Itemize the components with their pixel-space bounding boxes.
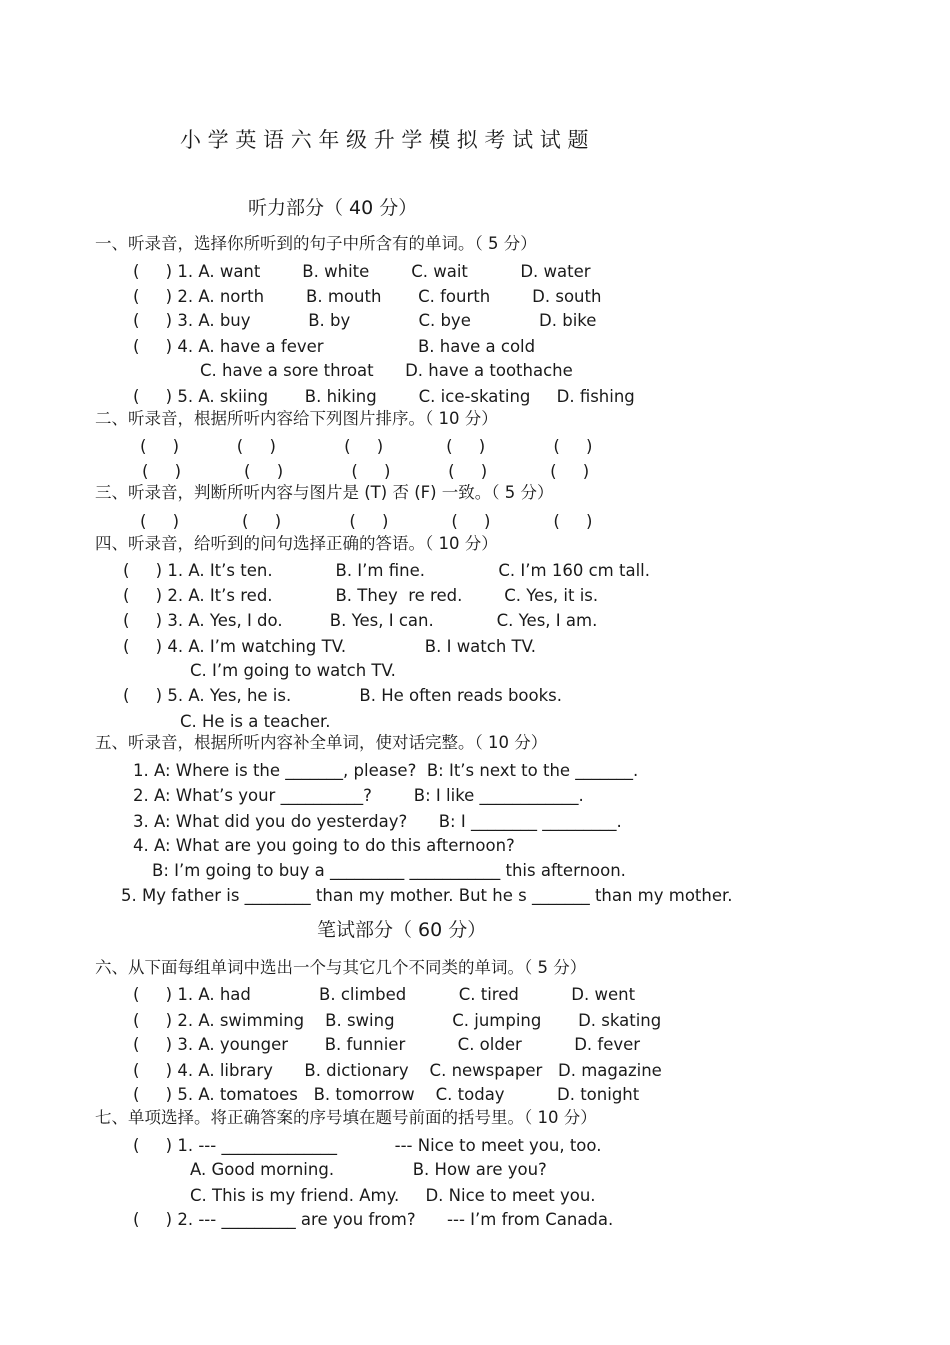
s7-question-1: ( ) 1. --- ______________ --- Nice to meet you, too. xyxy=(133,1136,602,1155)
s6-question-3: ( ) 3. A. younger B. funnier C. older D. fever xyxy=(133,1035,641,1054)
section5-heading: 五、听录音，根据所听内容补全单词，使对话完整。（ 10 分） xyxy=(95,733,548,752)
s7-question-1-options-ab: A. Good morning. B. How are you? xyxy=(190,1160,547,1179)
s1-question-1: ( ) 1. A. want B. white C. wait D. water xyxy=(133,262,591,281)
s5-question-2: 2. A: What’s your __________? B: I like ____________. xyxy=(133,786,584,805)
s4-question-5: ( ) 5. A. Yes, he is. B. He often reads books. xyxy=(123,686,563,705)
s6-question-4: ( ) 4. A. library B. dictionary C. newspaper D. magazine xyxy=(133,1061,662,1080)
s4-question-1: ( ) 1. A. It’s ten. B. I’m fine. C. I’m 160 cm tall. xyxy=(123,561,650,580)
s5-question-1: 1. A: Where is the _______, please? B: It’s next to the _______. xyxy=(133,761,639,780)
exam-title: 小 学 英 语 六 年 级 升 学 模 拟 考 试 试 题 xyxy=(180,128,589,152)
s6-question-2: ( ) 2. A. swimming B. swing C. jumping D. skating xyxy=(133,1011,662,1030)
s4-question-4: ( ) 4. A. I’m watching TV. B. I watch TV. xyxy=(123,637,537,656)
s1-question-4-options: C. have a sore throat D. have a toothache xyxy=(200,361,573,380)
s6-question-1: ( ) 1. A. had B. climbed C. tired D. went xyxy=(133,985,636,1004)
s1-question-5: ( ) 5. A. skiing B. hiking C. ice-skating D. fishing xyxy=(133,387,635,406)
s7-question-1-options-cd: C. This is my friend. Amy. D. Nice to meet you. xyxy=(190,1186,596,1205)
s1-question-3: ( ) 3. A. buy B. by C. bye D. bike xyxy=(133,311,597,330)
s4-question-4-options: C. I’m going to watch TV. xyxy=(190,661,396,680)
s6-question-5: ( ) 5. A. tomatoes B. tomorrow C. today D. tonight xyxy=(133,1085,640,1104)
s1-question-2: ( ) 2. A. north B. mouth C. fourth D. south xyxy=(133,287,602,306)
s3-answer-row: ( ) ( ) ( ) ( ) ( ) xyxy=(140,512,593,531)
s4-question-2: ( ) 2. A. It’s red. B. They re red. C. Yes, it is. xyxy=(123,586,599,605)
section2-heading: 二、听录音，根据所听内容给下列图片排序。（ 10 分） xyxy=(95,409,498,428)
s1-question-4: ( ) 4. A. have a fever B. have a cold xyxy=(133,337,536,356)
s4-question-3: ( ) 3. A. Yes, I do. B. Yes, I can. C. Yes, I am. xyxy=(123,611,598,630)
listening-section-header: 听力部分（ 40 分） xyxy=(248,197,418,219)
s2-answer-row-1: ( ) ( ) ( ) ( ) ( ) xyxy=(140,437,593,456)
section6-heading: 六、从下面每组单词中选出一个与其它几个不同类的单词。（ 5 分） xyxy=(95,958,587,977)
section7-heading: 七、单项选择。将正确答案的序号填在题号前面的括号里。（ 10 分） xyxy=(95,1108,597,1127)
s7-question-2: ( ) 2. --- _________ are you from? --- I’m from Canada. xyxy=(133,1210,614,1229)
s2-answer-row-2: ( ) ( ) ( ) ( ) ( ) xyxy=(142,462,590,481)
section1-heading: 一、听录音，选择你所听到的句子中所含有的单词。（ 5 分） xyxy=(95,234,537,253)
s5-question-4-answer: B: I’m going to buy a _________ ___________ this afternoon. xyxy=(152,861,626,880)
s4-question-5-options: C. He is a teacher. xyxy=(180,712,331,731)
section4-heading: 四、听录音，给听到的问句选择正确的答语。（ 10 分） xyxy=(95,534,498,553)
section3-heading: 三、听录音，判断所听内容与图片是 (T) 否 (F) 一致。（ 5 分） xyxy=(95,483,554,502)
written-section-header: 笔试部分（ 60 分） xyxy=(317,919,487,941)
s5-question-5: 5. My father is ________ than my mother. But he s _______ than my mother. xyxy=(121,886,733,905)
s5-question-4: 4. A: What are you going to do this afternoon? xyxy=(133,836,515,855)
s5-question-3: 3. A: What did you do yesterday? B: I ________ _________. xyxy=(133,812,622,831)
